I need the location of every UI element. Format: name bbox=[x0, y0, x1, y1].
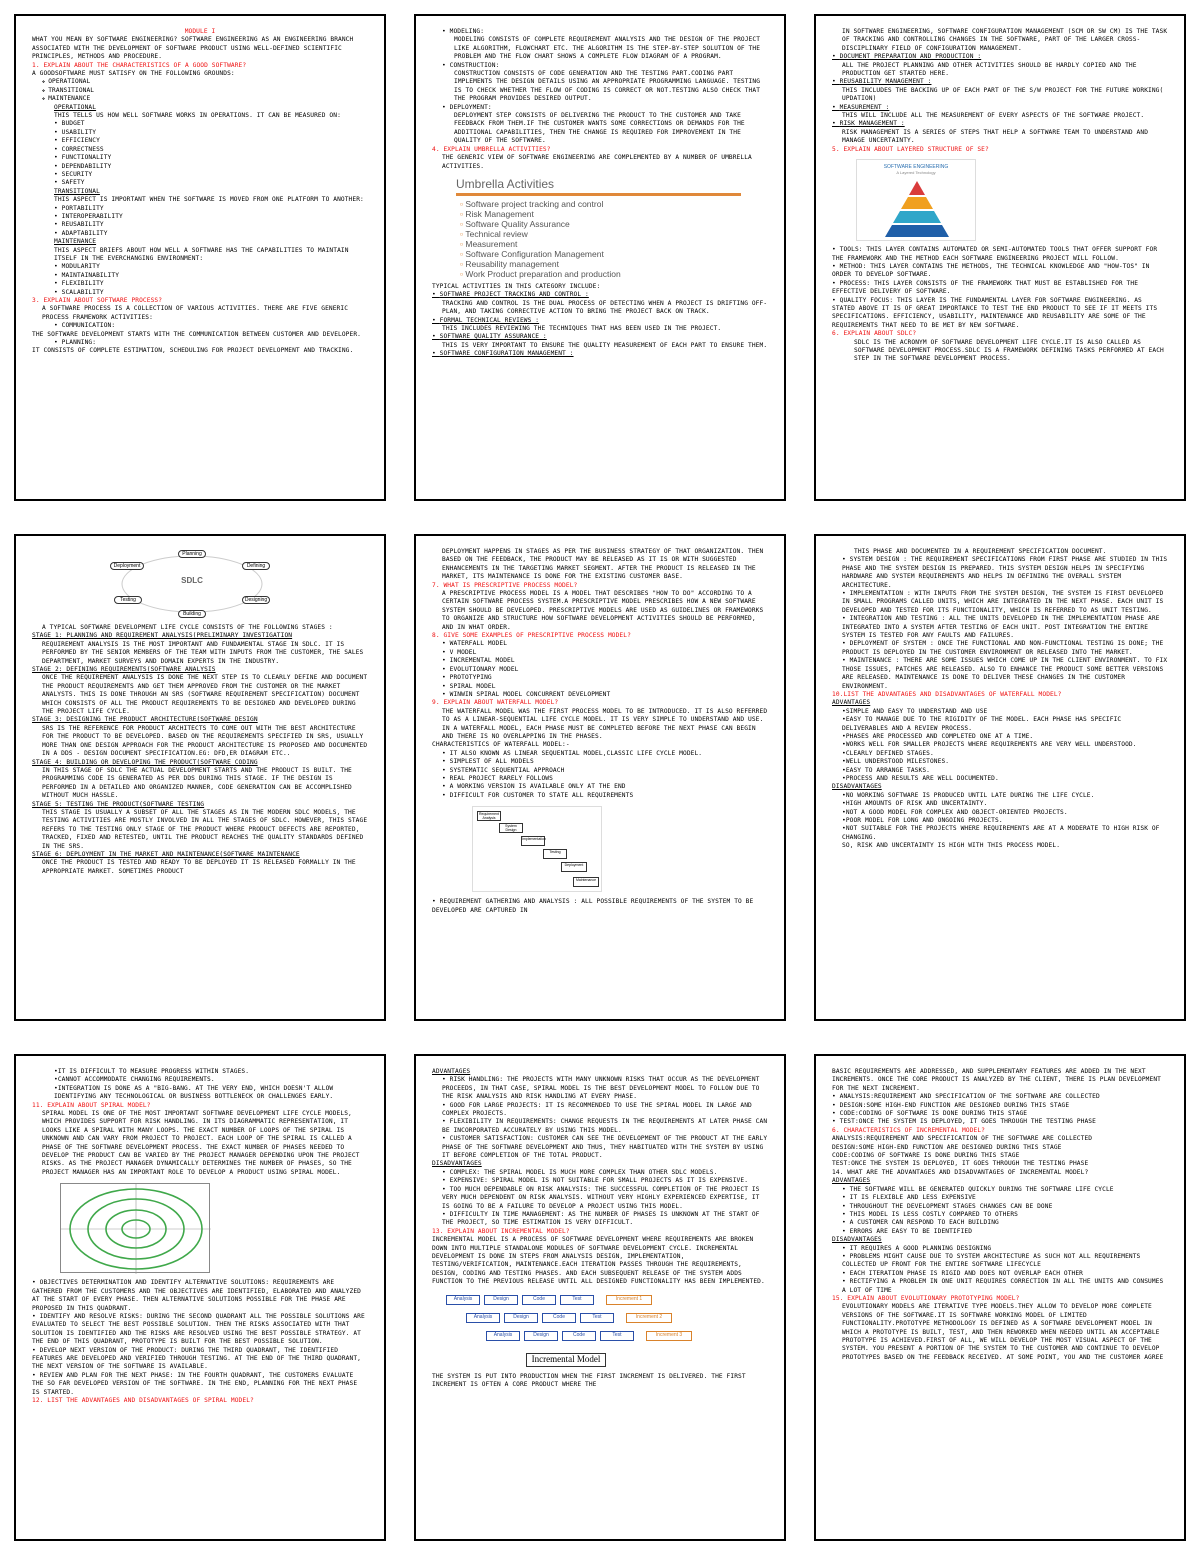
text-line: ❖ TRANSITIONAL bbox=[32, 87, 368, 95]
text-line: •CANNOT ACCOMMODATE CHANGING REQUIREMENTS. bbox=[54, 1076, 215, 1084]
text-block bbox=[432, 1068, 768, 1287]
text-line: ADVANTAGES bbox=[832, 1177, 871, 1185]
text-block bbox=[32, 1068, 368, 1177]
text-line: IN THIS STAGE OF SDLC THE ACTUAL DEVELOPMENT STARTS AND THE PRODUCT IS BUILT. THE PROGRAMMING CODE IS GENERATED AS PER DDS DURING THIS STAGE. IF THE DESIGN IS PERFORMED IN A DETAILED AND ORGANIZED MANNER, CODE GENERATION CAN BE ACCOMPLISHED WITHOUT MUCH HASSLE. bbox=[42, 766, 352, 800]
sdlc-node: Testing bbox=[114, 596, 142, 604]
inc-phase: Design bbox=[524, 1331, 558, 1341]
inc-phase: Analysis bbox=[446, 1295, 480, 1305]
text-line: THIS IS VERY IMPORTANT TO ENSURE THE QUALITY MEASUREMENT OF EACH PART TO ENSURE THEM. bbox=[442, 341, 768, 349]
text-line: 8. GIVE SOME EXAMPLES OF PRESCRIPTIVE PROCESS MODEL? bbox=[432, 632, 631, 640]
text-line: • PLANNING: bbox=[32, 339, 368, 347]
text-block bbox=[432, 1373, 768, 1390]
text-line: STAGE 3: DESIGNING THE PRODUCT ARCHITECTURE(SOFTWARE DESIGN bbox=[32, 716, 258, 724]
text-line: THIS WILL INCLUDE ALL THE MEASUREMENT OF EVERY ASPECTS OF THE SOFTWARE PROJECT. bbox=[842, 112, 1145, 120]
text-line: • TOOLS: THIS LAYER CONTAINS AUTOMATED OR SEMI-AUTOMATED TOOLS THAT OFFER SUPPORT FOR THE FRAMEWORK AND THE METHOD EACH SOFTWARE ENGINEERING PROJECT WILL FOLLOW. bbox=[832, 246, 1168, 263]
text-line: •INTEGRATION IS DONE AS A "BIG-BANG. AT THE VERY END, WHICH DOESN'T ALLOW IDENTIFYING ANY TECHNOLOGICAL OR BUSINESS BOTTLENECK OR CHALLENGES EARLY. bbox=[54, 1084, 334, 1101]
text-line: THIS INCLUDES THE BACKING UP OF EACH PART OF THE S/W PROJECT FOR THE FUTURE WORKING( UPDATION) bbox=[842, 86, 1164, 103]
text-line: ALL THE PROJECT PLANNING AND OTHER ACTIVITIES SHOULD BE HARDLY COPIED AND THE PRODUCTION GET STARTED HERE. bbox=[842, 61, 1137, 78]
text-line: BASIC REQUIREMENTS ARE ADDRESSED, AND SUPPLEMENTARY FEATURES ARE ADDED IN THE NEXT INCREMENTS. ONCE THE CORE PRODUCT IS ANALYZED BY THE CLIENT, THERE IS PLAN DEVELOPMENT FOR THE NEXT INCREMENT. bbox=[832, 1068, 1161, 1092]
text-line: REQUIREMENT ANALYSIS IS THE MOST IMPORTANT AND FUNDAMENTAL STAGE IN SDLC. IT IS PERFORMED BY THE SENIOR MEMBERS OF THE TEAM WITH INPUTS FROM THE CUSTOMER, THE SALES DEPARTMENT, MARKET SURVEYS AND DOMAIN EXPERTS IN THE INDUSTRY. bbox=[42, 640, 364, 665]
text-line: • MAINTENANCE : THERE ARE SOME ISSUES WHICH COME UP IN THE CLIENT ENVIRONMENT. TO FIX THOSE ISSUES, PATCHES ARE RELEASED. ALSO TO ENHANCE THE PRODUCT SOME BETTER VERSIONS ARE RELEASED. MAINTENANCE IS DONE TO DELIVER THESE CHANGES IN THE CUSTOMER ENVIRONMENT. bbox=[832, 657, 1168, 691]
text-line: TRACKING AND CONTROL IS THE DUAL PROCESS OF DETECTING WHEN A PROJECT IS DRIFTING OFF-PLAN, AND TAKING CORRECTIVE ACTION TO BRING THE PROJECT BACK ON TRACK. bbox=[442, 299, 768, 316]
text-line: • WATERFALL MODEL bbox=[432, 640, 768, 648]
umbrella-activities-figure bbox=[452, 177, 752, 277]
text-line: ADVANTAGES bbox=[832, 699, 871, 707]
waterfall-model-figure bbox=[472, 806, 602, 892]
text-block bbox=[32, 624, 368, 876]
text-line: •NOT SUITABLE FOR THE PROJECTS WHERE REQUIREMENTS ARE AT A MODERATE TO HIGH RISK OF CHANGING. bbox=[842, 825, 1160, 841]
text-line: • EFFICIENCY bbox=[32, 137, 368, 145]
text-block bbox=[432, 898, 768, 915]
text-line: •EASY TO ARRANGE TASKS. bbox=[842, 766, 930, 774]
inc-phase: Design bbox=[504, 1313, 538, 1323]
text-line: 4. EXPLAIN UMBRELLA ACTIVITIES? bbox=[432, 145, 551, 153]
text-line: • IT ALSO KNOWN AS LINEAR SEQUENTIAL MODEL,CLASSIC LIFE CYCLE MODEL. bbox=[432, 750, 768, 758]
text-line: CHARACTERISTICS OF WATERFALL MODEL:- bbox=[432, 741, 570, 749]
umbrella-item: ▫ Software Quality Assurance bbox=[460, 219, 752, 229]
text-line: • WINWIN SPIRAL MODEL CONCURRENT DEVELOPMENT bbox=[432, 691, 768, 699]
text-line: • DESIGN:SOME HIGH-END FUNCTION ARE DESIGNED DURING THIS STAGE bbox=[832, 1102, 1168, 1110]
text-line: • DIFFICULTY IN TIME MANAGEMENT: AS THE NUMBER OF PHASES IS UNKNOWN AT THE START OF THE PROJECT, SO TIME ESTIMATION IS VERY DIFFICULT. bbox=[432, 1211, 768, 1228]
text-line: • SYSTEMATIC SEQUENTIAL APPROACH bbox=[432, 767, 768, 775]
text-line: DISADVANTAGES bbox=[832, 1236, 882, 1244]
text-line: STAGE 5: TESTING THE PRODUCT(SOFTWARE TESTING bbox=[32, 800, 205, 808]
sdlc-center-label: SDLC bbox=[176, 576, 208, 590]
text-line: • TOO MUCH DEPENDABLE ON RISK ANALYSIS: THE SUCCESSFUL COMPLETION OF THE PROJECT IS VERY MUCH DEPENDENT ON RISK ANALYSIS. WITHOUT VERY HIGHLY EXPERIENCED EXPERTISE, IT IS GOING TO BE A FAILURE TO DEVELOP A PROJECT USING THIS MODEL. bbox=[432, 1186, 768, 1211]
text-line: • SAFETY bbox=[32, 179, 368, 187]
text-line: RISK MANAGEMENT IS A SERIES OF STEPS THAT HELP A SOFTWARE TEAM TO UNDERSTAND AND MANAGE UNCERTAINTY. bbox=[842, 128, 1149, 145]
text-line: OPERATIONAL bbox=[54, 103, 97, 111]
inc-phase: Test bbox=[580, 1313, 614, 1323]
text-line: • USABILITY bbox=[32, 129, 368, 137]
text-line: SDLC IS THE ACRONYM OF SOFTWARE DEVELOPMENT LIFE CYCLE.IT IS ALSO CALLED AS SOFTWARE DEVELOPMENT PROCESS.SDLC IS A FRAMEWORK DEFINING TASKS PERFORMED AT EACH STEP IN THE SOFTWARE DEVELOPMENT PROCESS. bbox=[854, 338, 1164, 363]
text-line: STAGE 6: DEPLOYMENT IN THE MARKET AND MAINTENANCE(SOFTWARE MAINTENANCE bbox=[32, 850, 300, 858]
text-line: MODULE I bbox=[184, 28, 216, 35]
spiral-graphic bbox=[61, 1184, 211, 1274]
text-line: • THIS MODEL IS LESS COSTLY COMPARED TO OTHERS bbox=[832, 1211, 1168, 1219]
text-line: DISADVANTAGES bbox=[832, 783, 882, 791]
text-line: • EXPENSIVE: SPIRAL MODEL IS NOT SUITABLE FOR SMALL PROJECTS AS IT IS EXPENSIVE. bbox=[432, 1177, 768, 1185]
text-line: THIS INCLUDES REVIEWING THE TECHNIQUES THAT HAS BEEN USED IN THE PROJECT. bbox=[442, 324, 722, 332]
pyramid-layer-methods bbox=[901, 197, 933, 209]
inc-caption: Incremental Model bbox=[526, 1353, 606, 1367]
text-line: • V MODEL bbox=[432, 649, 768, 657]
text-block bbox=[832, 246, 1168, 364]
text-line: •HIGH AMOUNTS OF RISK AND UNCERTAINTY. bbox=[842, 800, 988, 808]
text-line: • RECTIFYING A PROBLEM IN ONE UNIT REQUIRES CORRECTION IN ALL THE UNITS AND CONSUMES A LOT OF TIME bbox=[832, 1278, 1168, 1295]
text-line: STAGE 4: BUILDING OR DEVELOPING THE PRODUCT(SOFTWARE CODING bbox=[32, 758, 258, 766]
text-line: SRS IS THE REFERENCE FOR PRODUCT ARCHITECTS TO COME OUT WITH THE BEST ARCHITECTURE FOR THE PRODUCT TO BE DEVELOPED. BASED ON THE REQUIREMENTS SPECIFIED IN SRS, USUALLY MORE THAN ONE DESIGN APPROACH FOR THE PRODUCT ARCHITECTURE IS PROPOSED AND DOCUMENTED IN A DDS - DESIGN DOCUMENT SPECIFICATION.EG: DFD,ER DIAGRAM ETC.. bbox=[42, 724, 368, 758]
text-line: • MODELING: bbox=[432, 28, 768, 36]
text-line: TEST:ONCE THE SYSTEM IS DEPLOYED, IT GOES THROUGH THE TESTING PHASE bbox=[832, 1160, 1089, 1168]
sdlc-node: Building bbox=[178, 610, 206, 618]
text-block bbox=[832, 548, 1168, 851]
text-line: • REUSABILITY bbox=[32, 221, 368, 229]
text-line: •SIMPLE AND EASY TO UNDERSTAND AND USE bbox=[842, 707, 988, 715]
text-line: •IT IS DIFFICULT TO MEASURE PROGRESS WITHIN STAGES. bbox=[54, 1068, 250, 1075]
text-line: • REVIEW AND PLAN FOR THE NEXT PHASE: IN THE FOURTH QUADRANT, THE CUSTOMERS EVALUATE THE SO FAR DEVELOPED VERSION OF THE SOFTWARE. IN THE END, PLANNING FOR THE NEXT PHASE IS STARTED. bbox=[32, 1372, 368, 1397]
umbrella-item: ▫ Software project tracking and control bbox=[460, 199, 752, 209]
text-line: 6. EXPLAIN ABOUT SDLC? bbox=[832, 330, 917, 338]
inc-phase: Code bbox=[542, 1313, 576, 1323]
text-line: • A WORKING VERSION IS AVAILABLE ONLY AT THE END bbox=[432, 783, 768, 791]
text-line: WHAT YOU MEAN BY SOFTWARE ENGINEERING? SOFTWARE ENGINEERING AS AN ENGINEERING BRANCH ASSOCIATED WITH THE DEVELOPMENT OF SOFTWARE PRODUCT USING WELL-DEFINED SCIENTIFIC PRINCIPLES, METHODS AND PROCEDURE. bbox=[32, 36, 354, 61]
text-line: • INTEGRATION AND TESTING : ALL THE UNITS DEVELOPED IN THE IMPLEMENTATION PHASE ARE INTEGRATED INTO A SYSTEM AFTER TESTING OF EACH UNIT. POST INTEGRATION THE ENTIRE SYSTEM IS TESTED FOR ANY FAULTS AND FAILURES. bbox=[832, 615, 1168, 640]
text-block bbox=[432, 28, 768, 171]
inc-phase: Code bbox=[562, 1331, 596, 1341]
text-line: • QUALITY FOCUS: THIS LAYER IS THE FUNDAMENTAL LAYER FOR SOFTWARE ENGINEERING. AS STATED ABOVE IT IS OF GREAT IMPORTANCE TO TEST THE END PRODUCT TO SEE IF IT MEETS ITS SPECIFICATIONS. EFFICIENCY, USABILITY, MAINTENANCE AND REUSABILITY ARE SOME OF THE REQUIREMENTS THAT NEED TO BE MET BY NEW SOFTWARE. bbox=[832, 297, 1168, 331]
text-block bbox=[32, 28, 368, 356]
text-line: • DEVELOP NEXT VERSION OF THE PRODUCT: DURING THE THIRD QUADRANT, THE IDENTIFIED FEATURES ARE DEVELOPED AND VERIFIED THROUGH TESTING. AT THE END OF THE THIRD QUADRANT, THE NEXT VERSION OF THE SOFTWARE IS AVAILABLE. bbox=[32, 1347, 368, 1372]
pyramid-title: SOFTWARE ENGINEERING bbox=[883, 164, 949, 171]
umbrella-item: ▫ Technical review bbox=[460, 229, 752, 239]
text-line: •EASY TO MANAGE DUE TO THE RIGIDITY OF THE MODEL. EACH PHASE HAS SPECIFIC DELIVERABLES AND A REVIEW PROCESS. bbox=[842, 716, 1122, 732]
text-line: • DEPLOYMENT OF SYSTEM : ONCE THE FUNCTIONAL AND NON-FUNCTIONAL TESTING IS DONE; THE PRODUCT IS DEPLOYED IN THE CUSTOMER ENVIRONMENT OR RELEASED INTO THE MARKET. bbox=[832, 640, 1168, 657]
text-line: • IMPLEMENTATION : WITH INPUTS FROM THE SYSTEM DESIGN, THE SYSTEM IS FIRST DEVELOPED IN SMALL PROGRAMS CALLED UNITS, WHICH ARE INTEGRATED IN THE NEXT PHASE. EACH UNIT IS DEVELOPED AND TESTED FOR ITS FUNCTIONALITY, WHICH IS REFERRED TO AS UNIT TESTING. bbox=[832, 590, 1168, 615]
text-line: • TEST:ONCE THE SYSTEM IS DEPLOYED, IT GOES THROUGH THE TESTING PHASE bbox=[832, 1118, 1168, 1126]
text-line: CODE:CODING OF SOFTWARE IS DONE DURING THIS STAGE bbox=[832, 1152, 1020, 1160]
text-line: ANALYSIS:REQUIREMENT AND SPECIFICATION OF THE SOFTWARE ARE COLLECTED bbox=[832, 1135, 1093, 1143]
text-line: IT CONSISTS OF COMPLETE ESTIMATION, SCHEDULING FOR PROJECT DEVELOPMENT AND TRACKING. bbox=[32, 347, 354, 355]
text-line: •POOR MODEL FOR LONG AND ONGOING PROJECTS. bbox=[842, 817, 1003, 824]
text-line: • RISK MANAGEMENT : bbox=[832, 120, 1168, 128]
text-line: A GOODSOFTWARE MUST SATISFY ON THE FOLLOWING GROUNDS: bbox=[32, 70, 235, 78]
text-line: • MAINTAINABILITY bbox=[32, 272, 368, 280]
text-line: • SOFTWARE PROJECT TRACKING AND CONTROL : bbox=[432, 291, 768, 299]
text-line: THE SOFTWARE DEVELOPMENT STARTS WITH THE COMMUNICATION BETWEEN CUSTOMER AND DEVELOPER. bbox=[32, 330, 361, 338]
text-block bbox=[432, 283, 768, 359]
umbrella-item: ▫ Measurement bbox=[460, 239, 752, 249]
text-line: • EACH ITERATION PHASE IS RIGID AND DOES NOT OVERLAP EACH OTHER bbox=[832, 1270, 1168, 1278]
text-line: • REAL PROJECT RARELY FOLLOWS bbox=[432, 775, 768, 783]
text-line: •NO WORKING SOFTWARE IS PRODUCED UNTIL LATE DURING THE LIFE CYCLE. bbox=[842, 791, 1095, 799]
text-line: • GOOD FOR LARGE PROJECTS: IT IS RECOMMENDED TO USE THE SPIRAL MODEL IN LARGE AND COMPLEX PROJECTS. bbox=[432, 1102, 768, 1119]
page-7 bbox=[14, 1054, 386, 1541]
text-line: ONCE THE REQUIREMENT ANALYSIS IS DONE THE NEXT STEP IS TO CLEARLY DEFINE AND DOCUMENT THE PRODUCT REQUIREMENTS AND GET THEM APPROVED FROM THE CUSTOMER OR THE MARKET ANALYSTS. THIS IS DONE THROUGH AN SRS (SOFTWARE REQUIREMENT SPECIFICATION) DOCUMENT WHICH CONSISTS OF ALL THE PRODUCT REQUIREMENTS TO BE DESIGNED AND DEVELOPED DURING THE PROJECT LIFE CYCLE. bbox=[42, 674, 368, 716]
layered-technology-figure bbox=[856, 159, 976, 241]
text-line: • MODULARITY bbox=[32, 263, 368, 271]
text-line: • PORTABILITY bbox=[32, 205, 368, 213]
text-line: TRANSITIONAL bbox=[54, 187, 100, 195]
pyramid-layer-process bbox=[893, 211, 941, 223]
text-line: EVOLUTIONARY MODELS ARE ITERATIVE TYPE MODELS.THEY ALLOW TO DEVELOP MORE COMPLETE VERSIONS OF THE SOFTWARE.IT IS SOFTWARE WORKING MODEL OF LIMITED FUNCTIONALITY.PROTOTYPE METHODOLOGY IS DEFINED AS A SOFTWARE DEVELOPMENT MODEL IN WHICH A PROTOTYPE IS BUILT, TEST, AND THEN REWORKED WHEN NEEDED UNTIL AN ACCEPTABLE PROTOTYPE IS ACHIEVED.FIRST OF ALL, WE WILL DEVELOP THE MOST VISUAL ASPECT OF THE SYSTEM. YOU PRESENT A PORTION OF THE SYSTEM TO THE CUSTOMER AND CONTINUE TO DEVELOP PROTOTYPES BASED ON THE FEEDBACK RECEIVED. AT SOME POINT, YOU AND THE CUSTOMER AGREE bbox=[842, 1303, 1164, 1361]
text-line: THE WATERFALL MODEL WAS THE FIRST PROCESS MODEL TO BE INTRODUCED. IT IS ALSO REFERRED TO AS A LINEAR-SEQUENTIAL LIFE CYCLE MODEL. IT IS VERY SIMPLE TO UNDERSTAND AND USE. IN A WATERFALL MODEL, EACH PHASE MUST BE COMPLETED BEFORE THE NEXT PHASE CAN BEGIN AND THERE IS NO OVERLAPPING IN THE PHASES. bbox=[442, 707, 768, 740]
text-line: • ADAPTABILITY bbox=[32, 230, 368, 238]
page-6 bbox=[814, 534, 1186, 1021]
text-line: • INCREMENTAL MODEL bbox=[432, 657, 768, 665]
inc-increment: Increment 3 bbox=[646, 1331, 692, 1341]
text-line: • SCALABILITY bbox=[32, 289, 368, 297]
text-block bbox=[832, 28, 1168, 154]
inc-increment: Increment 1 bbox=[606, 1295, 652, 1305]
text-line: STAGE 2: DEFINING REQUIREMENTS(SOFTWARE ANALYSIS bbox=[32, 666, 216, 674]
text-line: 15. EXPLAIN ABOUT EVOLUTIONARY PROTOTYPING MODEL? bbox=[832, 1294, 1020, 1302]
text-line: STAGE 1: PLANNING AND REQUIREMENT ANALYSIS(PRELIMINARY INVESTIGATION bbox=[32, 632, 293, 640]
text-line: 7. WHAT IS PRESCRIPTIVE PROCESS MODEL? bbox=[432, 581, 578, 589]
waterfall-step: Deployment bbox=[561, 862, 587, 872]
text-line: 10.LIST THE ADVANTAGES AND DISADVANTAGES OF WATERFALL MODEL? bbox=[832, 690, 1062, 698]
text-line: DISADVANTAGES bbox=[432, 1160, 482, 1168]
text-line: • FLEXIBILITY bbox=[32, 280, 368, 288]
text-line: • FUNCTIONALITY bbox=[32, 154, 368, 162]
text-line: • ANALYSIS:REQUIREMENT AND SPECIFICATION OF THE SOFTWARE ARE COLLECTED bbox=[832, 1093, 1168, 1101]
text-line: • OBJECTIVES DETERMINATION AND IDENTIFY ALTERNATIVE SOLUTIONS: REQUIREMENTS ARE GATHERED FROM THE CUSTOMERS AND THE OBJECTIVES ARE IDENTIFIED, ELABORATED AND ANALYZED AT THE START OF EVERY PHASE. THEN ALTERNATIVE SOLUTIONS POSSIBLE FOR THE PHASE ARE PROPOSED IN THIS QUADRANT. bbox=[32, 1279, 368, 1313]
inc-phase: Analysis bbox=[466, 1313, 500, 1323]
text-line: 13. EXPLAIN ABOUT INCREMENTAL MODEL? bbox=[432, 1227, 570, 1235]
text-line: DEPLOYMENT HAPPENS IN STAGES AS PER THE BUSINESS STRATEGY OF THAT ORGANIZATION. THEN BASED ON THE FEEDBACK, THE PRODUCT MAY BE RELEASED AS IT IS OR WITH SUGGESTED ENHANCEMENTS IN THE TARGETING MARKET SEGMENT. AFTER THE PRODUCT IS RELEASED IN THE MARKET, ITS MAINTENANCE IS DONE FOR THE EXISTING CUSTOMER BASE. bbox=[442, 548, 764, 581]
text-block bbox=[32, 1279, 368, 1405]
text-line: • CONSTRUCTION: bbox=[432, 62, 768, 70]
inc-phase: Design bbox=[484, 1295, 518, 1305]
waterfall-step: Testing bbox=[543, 849, 567, 859]
text-line: • FLEXIBILITY IN REQUIREMENTS: CHANGE REQUESTS IN THE REQUIREMENTS AT LATER PHASE CAN BE INCORPORATED ACCURATELY BY USING THIS MODEL. bbox=[432, 1118, 768, 1135]
inc-phase: Test bbox=[600, 1331, 634, 1341]
text-line: 14. WHAT ARE THE ADVANTAGES AND DISADVANTAGES OF INCREMENTAL MODEL? bbox=[832, 1168, 1089, 1176]
text-line: •WELL UNDERSTOOD MILESTONES. bbox=[842, 758, 950, 766]
text-line: DESIGN:SOME HIGH-END FUNCTION ARE DESIGNED DURING THIS STAGE bbox=[832, 1143, 1062, 1151]
text-line: • PROTOTYPING bbox=[432, 674, 768, 682]
text-line: • CODE:CODING OF SOFTWARE IS DONE DURING THIS STAGE bbox=[832, 1110, 1168, 1118]
text-line: 3. EXPLAIN ABOUT SOFTWARE PROCESS? bbox=[32, 297, 163, 304]
text-line: • SECURITY bbox=[32, 171, 368, 179]
text-line: A PRESCRIPTIVE PROCESS MODEL IS A MODEL THAT DESCRIBES "HOW TO DO" ACCORDING TO A CERTAIN SOFTWARE PROCESS SYSTEM.A PRESCRIPTIVE MODEL PRESCRIBES HOW A NEW SOFTWARE SYSTEM SHOULD BE DEVELOPED. PRESCRIPTIVE MODELS ARE USED AS GUIDELINES OR FRAMEWORKS TO ORGANIZE AND STRUCTURE HOW SOFTWARE DEVELOPMENT ACTIVITIES SHOULD BE PERFORMED, AND IN WHAT ORDER. bbox=[442, 590, 764, 631]
umbrella-item: ▫ Work Product preparation and production bbox=[460, 269, 752, 279]
inc-increment: Increment 2 bbox=[626, 1313, 672, 1323]
text-line: • IDENTIFY AND RESOLVE RISKS: DURING THE SECOND QUADRANT ALL THE POSSIBLE SOLUTIONS ARE EVALUATED TO SELECT THE BEST POSSIBLE SOLUTION. THEN THE RISKS ASSOCIATED WITH THAT SOLUTION IS IDENTIFIED AND THE RISKS ARE RESOLVED USING THE BEST POSSIBLE STRATEGY. AT THE END OF THIS QUADRANT, PROTOTYPE IS BUILT FOR THE BEST POSSIBLE SOLUTION. bbox=[32, 1313, 368, 1347]
text-line: TYPICAL ACTIVITIES IN THIS CATEGORY INCLUDE: bbox=[432, 282, 601, 290]
page-1 bbox=[14, 14, 386, 501]
text-line: • DEPLOYMENT: bbox=[432, 104, 768, 112]
text-line: • SPIRAL MODEL bbox=[432, 683, 768, 691]
text-block bbox=[432, 548, 768, 800]
text-line: • IT IS FLEXIBLE AND LESS EXPENSIVE bbox=[832, 1194, 1168, 1202]
waterfall-step: Maintenance bbox=[573, 877, 599, 887]
text-line: INCREMENTAL MODEL IS A PROCESS OF SOFTWARE DEVELOPMENT WHERE REQUIREMENTS ARE BROKEN DOWN INTO MULTIPLE STANDALONE MODULES OF SOFTWARE DEVELOPMENT CYCLE. INCREMENTAL DEVELOPMENT IS DONE IN STEPS FROM ANALYSIS DESIGN, IMPLEMENTATION, TESTING/VERIFICATION, MAINTENANCE.EACH ITERATION PASSES THROUGH THE REQUIREMENTS, DESIGN, CODING AND TESTING PHASES. AND EACH SUBSEQUENT RELEASE OF THE SYSTEM ADDS FUNCTION TO THE PREVIOUS RELEASE UNTIL ALL DESIGNED FUNCTIONALITY HAS BEEN IMPLEMENTED. bbox=[432, 1236, 765, 1286]
text-line: • INTEROPERABILITY bbox=[32, 213, 368, 221]
inc-phase: Analysis bbox=[486, 1331, 520, 1341]
text-line: CONSTRUCTION CONSISTS OF CODE GENERATION AND THE TESTING PART.CODING PART IMPLEMENTS THE DESIGN DETAILS USING AN APPROPRIATE PROGRAMMING LANGUAGE. TESTING IS TO CHECK WHETHER THE FLOW OF CODING IS CORRECT OR NOT.TESTING ALSO CHECK THAT THE PROGRAM PROVIDES DESIRED OUTPUT. bbox=[454, 70, 761, 103]
text-line: • BUDGET bbox=[32, 120, 368, 128]
text-line: • REUSABILITY MANAGEMENT : bbox=[832, 78, 1168, 86]
text-line: MAINTENANCE bbox=[54, 238, 97, 246]
umbrella-item: ▫ Reusability management bbox=[460, 259, 752, 269]
inc-phase: Test bbox=[560, 1295, 594, 1305]
text-line: ❖ MAINTENANCE bbox=[32, 95, 368, 103]
text-line: SO, RISK AND UNCERTAINTY IS HIGH WITH THIS PROCESS MODEL. bbox=[842, 842, 1061, 850]
text-line: • METHOD: THIS LAYER CONTAINS THE METHODS, THE TECHNICAL KNOWLEDGE AND "HOW-TOS" IN ORDER TO DEVELOP SOFTWARE. bbox=[832, 263, 1168, 280]
incremental-model-figure bbox=[446, 1293, 706, 1371]
text-line: SPIRAL MODEL IS ONE OF THE MOST IMPORTANT SOFTWARE DEVELOPMENT LIFE CYCLE MODELS, WHICH PROVIDES SUPPORT FOR RISK HANDLING. IN ITS DIAGRAMMATIC REPRESENTATION, IT LOOKS LIKE A SPIRAL WITH MANY LOOPS. THE EXACT NUMBER OF LOOPS OF THE SPIRAL IS UNKNOWN AND CAN VARY FROM PROJECT TO PROJECT. EACH LOOP OF THE SPIRAL IS CALLED A PHASE OF THE SOFTWARE DEVELOPMENT PROCESS. THE EXACT NUMBER OF PHASES NEEDED TO DEVELOP THE PRODUCT CAN BE VARIED BY THE PROJECT MANAGER DEPENDING UPON THE PROJECT RISKS. AS THE PROJECT MANAGER DYNAMICALLY DETERMINES THE NUMBER OF PHASES, SO THE PROJECT MANAGER HAS AN IMPORTANT ROLE TO DEVELOP A PRODUCT USING SPIRAL MODEL. bbox=[42, 1110, 360, 1176]
text-line: MODELING CONSISTS OF COMPLETE REQUIREMENT ANALYSIS AND THE DESIGN OF THE PROJECT LIKE ALGORITHM, FLOWCHART ETC. THE ALGORITHM IS THE STEP-BY-STEP SOLUTION OF THE PROBLEM AND THE FLOW CHART SHOWS A COMPLETE FLOW DIAGRAM OF A PROGRAM. bbox=[454, 36, 761, 61]
text-line: •PROCESS AND RESULTS ARE WELL DOCUMENTED. bbox=[842, 774, 999, 782]
text-line: 1. EXPLAIN ABOUT THE CHARACTERISTICS OF A GOOD SOFTWARE? bbox=[32, 61, 247, 69]
inc-phase: Code bbox=[522, 1295, 556, 1305]
text-line: • IT REQUIRES A GOOD PLANNING DESIGNING bbox=[832, 1245, 1168, 1253]
pyramid-subtitle: A Layered Technology bbox=[896, 170, 936, 176]
text-line: • DIFFICULT FOR CUSTOMER TO STATE ALL REQUIREMENTS bbox=[432, 792, 768, 800]
pyramid-graphic bbox=[857, 175, 977, 239]
text-line: ❖ OPERATIONAL bbox=[32, 78, 368, 86]
text-block bbox=[832, 1068, 1168, 1362]
text-line: • MEASUREMENT : bbox=[832, 104, 1168, 112]
text-line: • THROUGHOUT THE DEVELOPMENT STAGES CHANGES CAN BE DONE bbox=[832, 1203, 1168, 1211]
text-line: • SIMPLEST OF ALL MODELS bbox=[432, 758, 768, 766]
text-line: • ERRORS ARE EASY TO BE IDENTIFIED bbox=[832, 1228, 1168, 1236]
text-line: • REQUIREMENT GATHERING AND ANALYSIS : ALL POSSIBLE REQUIREMENTS OF THE SYSTEM TO BE DEVELOPED ARE CAPTURED IN bbox=[432, 898, 768, 915]
sdlc-node: Deployment bbox=[110, 562, 144, 570]
umbrella-item: ▫ Software Configuration Management bbox=[460, 249, 752, 259]
text-line: • PROCESS: THIS LAYER CONSISTS OF THE FRAMEWORK THAT MUST BE ESTABLISHED FOR THE EFFECTIVE DELIVERY OF SOFTWARE. bbox=[832, 280, 1168, 297]
text-line: 9. EXPLAIN ABOUT WATERFALL MODEL? bbox=[432, 699, 559, 707]
text-line: ONCE THE PRODUCT IS TESTED AND READY TO BE DEPLOYED IT IS RELEASED FORMALLY IN THE APPROPRIATE MARKET. SOMETIMES PRODUCT bbox=[42, 859, 356, 875]
page-3 bbox=[814, 14, 1186, 501]
text-line: • PROBLEMS MIGHT CAUSE DUE TO SYSTEM ARCHITECTURE AS SUCH NOT ALL REQUIREMENTS COLLECTED UP FRONT FOR THE ENTIRE SOFTWARE LIFECYCLE bbox=[832, 1253, 1168, 1270]
text-line: THE SYSTEM IS PUT INTO PRODUCTION WHEN THE FIRST INCREMENT IS DELIVERED. THE FIRST INCREMENT IS OFTEN A CORE PRODUCT WHERE THE bbox=[432, 1372, 746, 1388]
text-line: 6. CHARACTERISTICS OF INCREMENTAL MODEL? bbox=[832, 1126, 986, 1134]
text-line: • SOFTWARE CONFIGURATION MANAGEMENT : bbox=[432, 350, 768, 358]
text-line: • COMPLEX: THE SPIRAL MODEL IS MUCH MORE COMPLEX THAN OTHER SDLC MODELS. bbox=[432, 1169, 768, 1177]
page-2 bbox=[414, 14, 786, 501]
text-line: • THE SOFTWARE WILL BE GENERATED QUICKLY DURING THE SOFTWARE LIFE CYCLE bbox=[832, 1186, 1168, 1194]
text-line: THIS PHASE AND DOCUMENTED IN A REQUIREMENT SPECIFICATION DOCUMENT. bbox=[854, 548, 1107, 555]
text-line: THIS ASPECT BRIEFS ABOUT HOW WELL A SOFTWARE HAS THE CAPABILITIES TO MAINTAIN ITSELF IN THE EVERCHANGING ENVIRONMENT: bbox=[54, 246, 349, 262]
umbrella-item: ▫ Risk Management bbox=[460, 209, 752, 219]
umbrella-accent-bar bbox=[456, 193, 741, 196]
sdlc-node: Defining bbox=[242, 562, 270, 570]
text-line: • CORRECTNESS bbox=[32, 146, 368, 154]
text-line: • CUSTOMER SATISFACTION: CUSTOMER CAN SEE THE DEVELOPMENT OF THE PRODUCT AT THE EARLY PHASE OF THE SOFTWARE DEVELOPMENT AND THUS, THEY HABITUATED WITH THE SYSTEM BY USING IT BEFORE COMPLETION OF THE TOTAL PRODUCT. bbox=[432, 1135, 768, 1160]
page-8 bbox=[414, 1054, 786, 1541]
text-line: • FORMAL TECHNICAL REVIEWS : bbox=[432, 317, 768, 325]
text-line: 12. LIST THE ADVANTAGES AND DISADVANTAGES OF SPIRAL MODEL? bbox=[32, 1396, 254, 1404]
sdlc-node: Designing bbox=[242, 596, 270, 604]
text-line: THIS TELLS US HOW WELL SOFTWARE WORKS IN OPERATIONS. IT CAN BE MEASURED ON: bbox=[54, 112, 341, 120]
text-line: •WORKS WELL FOR SMALLER PROJECTS WHERE REQUIREMENTS ARE VERY WELL UNDERSTOOD. bbox=[842, 741, 1137, 749]
page-5 bbox=[414, 534, 786, 1021]
spiral-model-figure bbox=[60, 1183, 210, 1273]
text-line: • RISK HANDLING: THE PROJECTS WITH MANY UNKNOWN RISKS THAT OCCUR AS THE DEVELOPMENT PROCEEDS, IN THAT CASE, SPIRAL MODEL IS THE BEST DEVELOPMENT MODEL TO FOLLOW DUE TO THE RISK ANALYSIS AND RISK HANDLING AT EVERY PHASE. bbox=[432, 1076, 768, 1101]
text-line: • A CUSTOMER CAN RESPOND TO EACH BUILDING bbox=[832, 1219, 1168, 1227]
text-line: A SOFTWARE PROCESS IS A COLLECTION OF VARIOUS ACTIVITIES. THERE ARE FIVE GENERIC PROCESS FRAMEWORK ACTIVITIES: bbox=[42, 305, 349, 321]
text-line: •CLEARLY DEFINED STAGES. bbox=[842, 749, 934, 757]
waterfall-step: Implementation bbox=[521, 836, 545, 846]
text-line: IN SOFTWARE ENGINEERING, SOFTWARE CONFIGURATION MANAGEMENT (SCM OR SW CM) IS THE TASK OF TRACKING AND CONTROLLING CHANGES IN THE SOFTWARE, PART OF THE LARGER CROSS-DISCIPLINARY FIELD OF CONFIGURATION MANAGEMENT. bbox=[842, 28, 1168, 52]
pyramid-layer-tools bbox=[909, 181, 925, 195]
umbrella-list bbox=[452, 199, 752, 279]
page-9 bbox=[814, 1054, 1186, 1541]
text-line: • SYSTEM DESIGN : THE REQUIREMENT SPECIFICATIONS FROM FIRST PHASE ARE STUDIED IN THIS PHASE AND THE SYSTEM DESIGN IS PREPARED. THIS SYSTEM DESIGN HELPS IN SPECIFYING HARDWARE AND SYSTEM REQUIREMENTS AND HELPS IN DEFINING THE OVERALL SYSTEM ARCHITECTURE. bbox=[832, 556, 1168, 590]
text-line: • DOCUMENT PREPARATION AND PRODUCTION : bbox=[832, 53, 1168, 61]
text-line: • COMMUNICATION: bbox=[32, 322, 368, 330]
waterfall-step: System Design bbox=[499, 823, 523, 833]
text-line: THE GENERIC VIEW OF SOFTWARE ENGINEERING ARE COMPLEMENTED BY A NUMBER OF UMBRELLA ACTIVITIES. bbox=[442, 154, 752, 170]
sdlc-cycle-figure bbox=[92, 548, 292, 620]
text-line: THIS ASPECT IS IMPORTANT WHEN THE SOFTWARE IS MOVED FROM ONE PLATFORM TO ANOTHER: bbox=[54, 196, 364, 204]
text-line: • EVOLUTIONARY MODEL bbox=[432, 666, 768, 674]
text-line: 5. EXPLAIN ABOUT LAYERED STRUCTURE OF SE? bbox=[832, 145, 989, 153]
text-line: • SOFTWARE QUALITY ASSURANCE : bbox=[432, 333, 768, 341]
umbrella-title: Umbrella Activities bbox=[456, 176, 555, 191]
pyramid-layer-quality-focus bbox=[885, 225, 949, 237]
text-line: •NOT A GOOD MODEL FOR COMPLEX AND OBJECT-ORIENTED PROJECTS. bbox=[842, 808, 1068, 816]
text-line: DEPLOYMENT STEP CONSISTS OF DELIVERING THE PRODUCT TO THE CUSTOMER AND TAKE FEEDBACK FROM THEM.IF THE CUSTOMER WANTS SOME CORRECTIONS OR DEMANDS FOR THE ADDITIONAL CAPABILITIES, THEN THE CHANGE IS REQUIRED FOR IMPROVEMENT IN THE QUALITY OF THE SOFTWARE. bbox=[454, 112, 745, 145]
text-line: ADVANTAGES bbox=[432, 1068, 471, 1075]
sdlc-node: Planning bbox=[178, 550, 206, 558]
waterfall-step: Requirement Analysis bbox=[478, 812, 500, 821]
text-line: A TYPICAL SOFTWARE DEVELOPMENT LIFE CYCLE CONSISTS OF THE FOLLOWING STAGES : bbox=[42, 624, 333, 631]
text-line: •PHASES ARE PROCESSED AND COMPLETED ONE AT A TIME. bbox=[842, 732, 1034, 740]
text-line: THIS STAGE IS USUALLY A SUBSET OF ALL THE STAGES AS IN THE MODERN SDLC MODELS, THE TESTING ACTIVITIES ARE MOSTLY INVOLVED IN ALL THE STAGES OF SDLC. HOWEVER, THIS STAGE REFERS TO THE TESTING ONLY STAGE OF THE PRODUCT WHERE PRODUCT DEFECTS ARE REPORTED, TRACKED, FIXED AND RETESTED, UNTIL THE PRODUCT REACHES THE QUALITY STANDARDS DEFINED IN THE SRS. bbox=[42, 808, 368, 850]
text-line: 11. EXPLAIN ABOUT SPIRAL MODEL? bbox=[32, 1101, 151, 1109]
page-4 bbox=[14, 534, 386, 1021]
text-line: • DEPENDABILITY bbox=[32, 163, 368, 171]
